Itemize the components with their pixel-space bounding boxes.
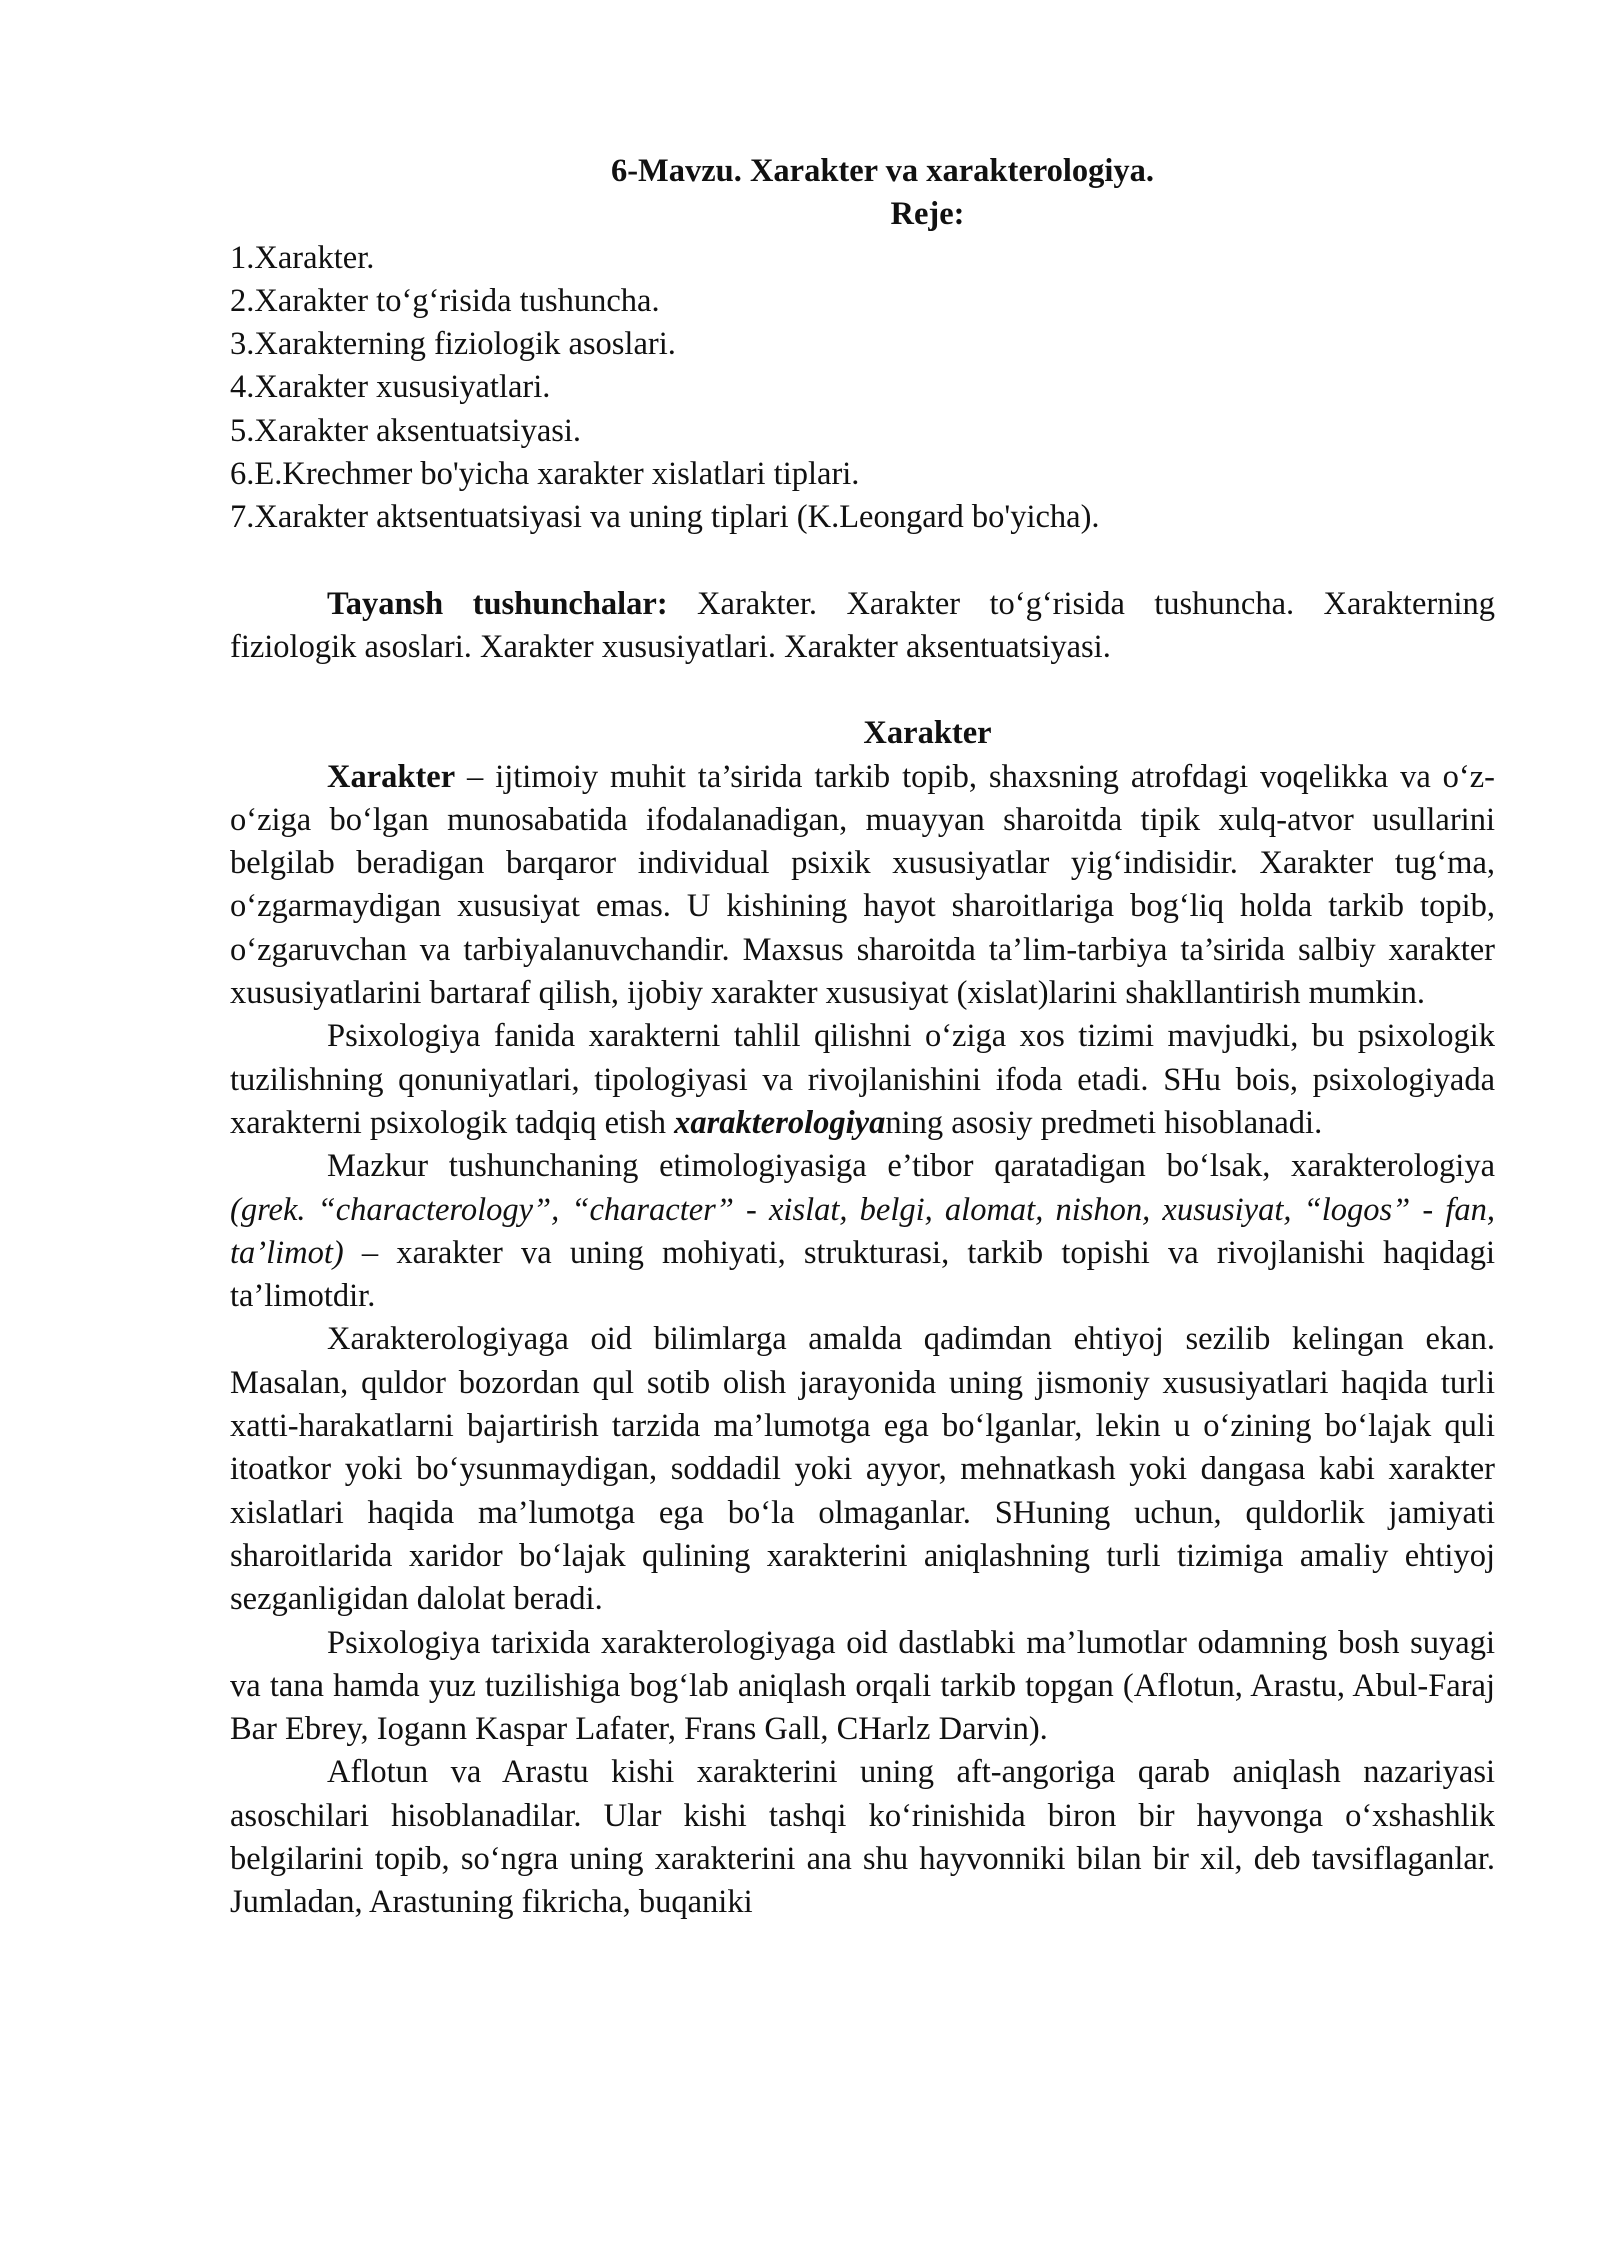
emphasized-term: xarakterologiya — [674, 1104, 886, 1141]
defined-term: Xarakter — [327, 758, 456, 795]
key-terms-text: Xarakter. Xarakter to‘g‘risida tushuncha. Xarakterning fiziologik asoslari. Xarakter xususiyatlari. Xarakter aksentuatsiyasi. — [230, 585, 1495, 665]
plan-item: 6.E.Krechmer bo'yicha xarakter xislatlari tiplari. — [230, 456, 860, 493]
paragraph-definition — [230, 756, 1495, 1016]
plan-item: 1.Xarakter. — [230, 239, 375, 276]
paragraph-history-need: Xarakterologiyaga oid bilimlarga amalda qadimdan ehtiyoj sezilib kelingan ekan. Masalan, quldor bozordan qul sotib olish jarayonida uning jismoniy xususiyatlari haqida turli xatti-harakatlarni bajartirish tarzida ma’lumotga ega bo‘lganlar, lekin u o‘zining bo‘lajak quli itoatkor yoki bo‘ysunmaydigan, soddadil yoki ayyor, mehnatkash yoki dangasa kabi xarakter xislatlari haqida ma’lumotga ega bo‘la olmaganlar. SHuning uchun, quldorlik jamiyati sharoitlarida xaridor bo‘lajak qulining xarakterini aniqlashning turli tizimiga amaliy ehtiyoj sezganligidan dalolat beradi. — [230, 1321, 1495, 1618]
paragraph-history-origins: Psixologiya tarixida xarakterologiyaga oid dastlabki ma’lumotlar odamning bosh suyagi va tana hamda yuz tuzilishiga bog‘lab aniqlash orqali tarkib topgan (Aflotun, Arastu, Abul-Faraj Bar Ebrey, Iogann Kaspar Lafater, Frans Gall, CHarlz Darvin). — [230, 1624, 1495, 1748]
paragraph-text: Psixologiya fanida xarakterni tahlil qilishni o‘ziga xos tizimi mavjudki, bu psixologik tuzilishning qonuniyatlari, tipologiyasi va rivojlanishini ifoda etadi. SHu bois, psixologiyada xarakterni psixologik tadqiq etish — [230, 1018, 1495, 1141]
etymology-note: (grek. “characterology”, “character” - xislat, belgi, alomat, nishon, xususiyat, “logos” - fan, ta’limot) — [230, 1191, 1495, 1271]
plan-item: 2.Xarakter to‘g‘risida tushuncha. — [230, 282, 660, 319]
paragraph-aflotun-arastu: Aflotun va Arastu kishi xarakterini uning aft-angoriga qarab aniqlash nazariyasi asoschilari hisoblanadilar. Ular kishi tashqi ko‘rinishida biron bir hayvonga o‘xshashlik belgilarini topib, so‘ngra uning xarakterini ana shu hayvonniki bilan bir xil, deb tavsiflaganlar. Jumladan, Arastuning fikricha, buqaniki — [230, 1754, 1495, 1921]
paragraph-etymology — [230, 1145, 1495, 1318]
paragraph-text: ning asosiy predmeti hisoblanadi. — [885, 1104, 1323, 1141]
paragraph-text: – ijtimoiy muhit ta’sirida tarkib topib, shaxsning atrofdagi voqelikka va o‘z-o‘ziga bo‘lgan munosabatida ifodalanadigan, muayyan sharoitda tipik xulq-atvor usullarini belgilab beradigan barqaror individual psixik xususiyatlar yig‘indisidir. Xarakter tug‘ma, o‘zgarmaydigan xususiyat emas. U kishining hayot sharoitlariga bog‘liq holda tarkib topib, o‘zgaruvchan va tarbiyalanuvchandir. Maxsus sharoitda ta’lim-tarbiya ta’sirida salbiy xarakter xususiyatlarini bartaraf qilish, ijobiy xarakter xususiyat (xislat)larini shakllantirish mumkin. — [230, 758, 1495, 1012]
plan-item: 3.Xarakterning fiziologik asoslari. — [230, 326, 676, 363]
key-terms-paragraph — [230, 583, 1495, 670]
plan-item: 5.Xarakter aksentuatsiyasi. — [230, 412, 582, 449]
document-title: 6-Mavzu. Xarakter va xarakterologiya. — [610, 153, 1155, 189]
plan-list — [230, 237, 1495, 540]
paragraph-text: – xarakter va uning mohiyati, strukturasi, tarkib topishi va rivojlanishi haqidagi ta’limotdir. — [230, 1234, 1495, 1315]
spacer — [230, 540, 1495, 583]
plan-item: 4.Xarakter xususiyatlari. — [230, 369, 551, 406]
paragraph-characterology — [230, 1015, 1495, 1145]
paragraph-text: Mazkur tushunchaning etimologiyasiga e’tibor qaratadigan bo‘lsak, xarakterologiya — [327, 1148, 1495, 1185]
key-terms-label: Tayansh tushunchalar: — [327, 585, 668, 622]
plan-item: 7.Xarakter aktsentuatsiyasi va uning tiplari (K.Leongard bo'yicha). — [230, 499, 1100, 536]
section-heading: Xarakter — [863, 715, 992, 752]
plan-label: Reje: — [890, 196, 965, 233]
spacer — [230, 669, 1495, 712]
